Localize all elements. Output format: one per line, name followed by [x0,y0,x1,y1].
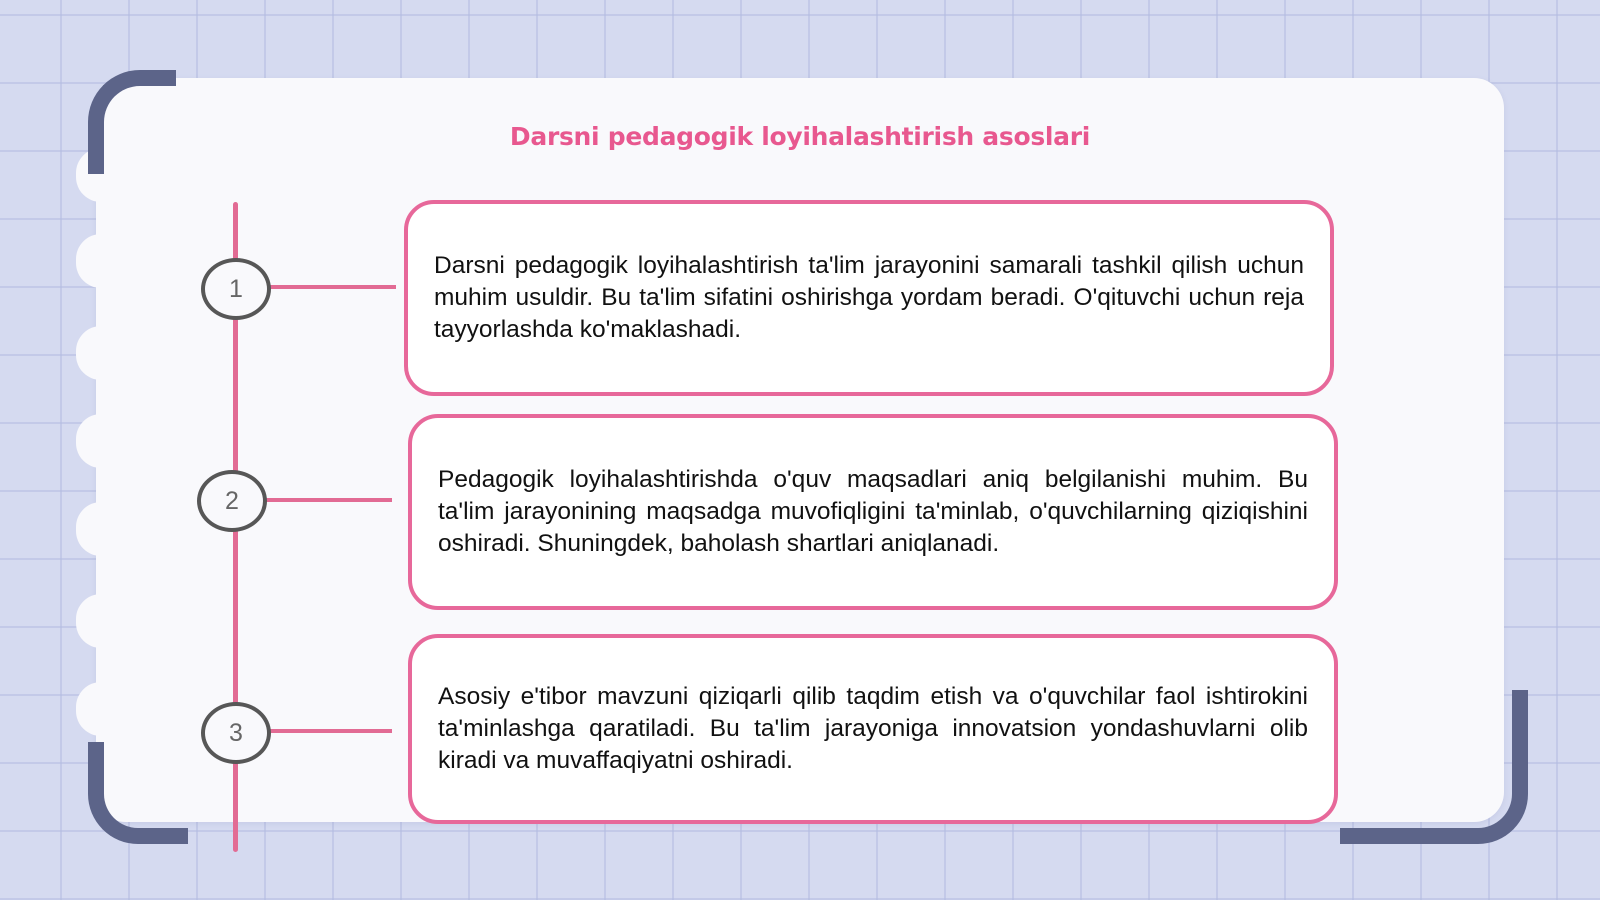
paper-scallop [76,414,126,468]
corner-bracket-bottom-right [1340,690,1528,844]
timeline-connector [266,729,392,733]
timeline-node-1 [201,258,271,320]
paper-scallop [76,682,126,736]
timeline-card-2 [408,414,1338,610]
paper-scallop [76,594,126,648]
node-number: 1 [229,274,243,303]
timeline-card-3 [408,634,1338,824]
timeline-connector [262,498,392,502]
timeline-card-1 [404,200,1334,396]
paper-scallop [76,326,126,380]
paper-scallop [76,234,126,288]
timeline-connector [266,285,396,289]
slide-title: Darsni pedagogik loyihalashtirish asoslari [509,122,1091,151]
timeline-node-2 [197,470,267,532]
corner-bracket-bottom-left [88,742,188,844]
card-text: Asosiy e'tibor mavzuni qiziqarli qilib taqdim etish va o'quvchilar faol ishtirokini ta'minlashga qaratiladi. Bu ta'lim jarayoniga innovatsion yondashuvlarni olib kiradi va muvaffaqiyatni oshiradi. [438,683,1308,774]
card-text: Pedagogik loyihalashtirishda o'quv maqsadlari aniq belgilanishi muhim. Bu ta'lim jarayonining maqsadga muvofiqligini ta'minlab, o'quvchilarning qiziqishini oshiradi. Shuningdek, baholash shartlari aniqlanadi. [438,466,1308,557]
timeline-node-3 [201,702,271,764]
card-text: Darsni pedagogik loyihalashtirish ta'lim jarayonini samarali tashkil qilish uchun muhim usuldir. Bu ta'lim sifatini oshirishga yordam beradi. O'qituvchi uchun reja tayyorlashda ko'maklashadi. [434,252,1304,343]
paper-scallop [76,502,126,556]
node-number: 2 [225,486,239,515]
node-number: 3 [229,718,243,747]
